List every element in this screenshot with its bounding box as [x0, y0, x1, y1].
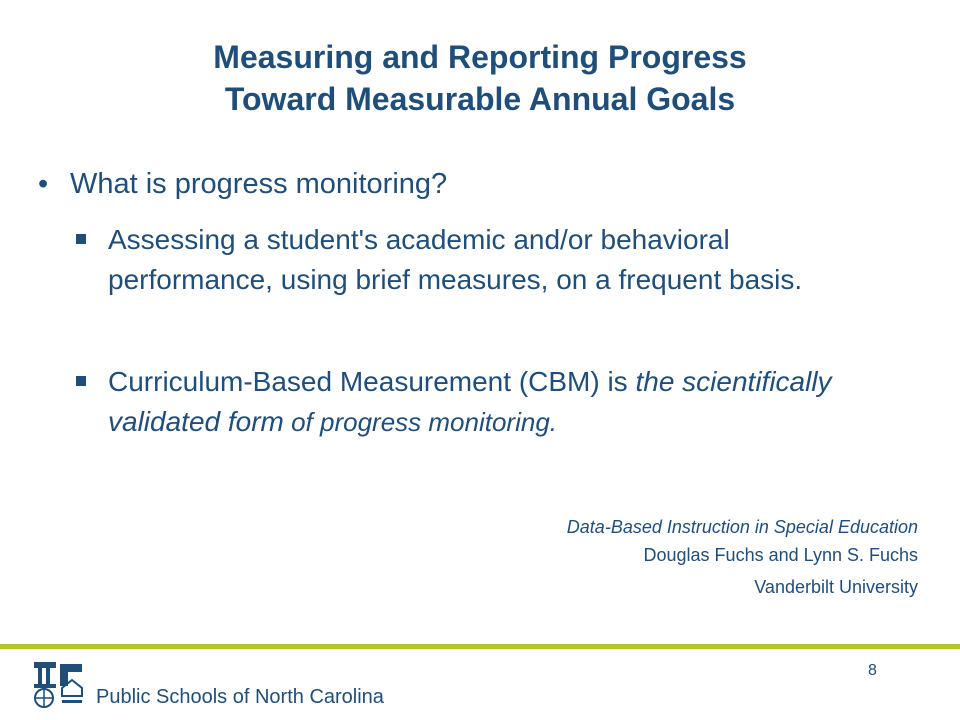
footer-divider — [0, 644, 960, 649]
credit-authors: Douglas Fuchs and Lynn S. Fuchs — [643, 545, 918, 565]
credit-organization: Vanderbilt University — [754, 577, 918, 597]
cbm-text-italic: the scientifically validated form — [108, 366, 832, 437]
footer-org-name: Public Schools of North Carolina — [96, 686, 384, 708]
nc-public-schools-logo-icon — [32, 660, 88, 710]
page-number: 8 — [868, 662, 877, 679]
title-line-2: Toward Measurable Annual Goals — [224, 81, 736, 117]
title-line-1: Measuring and Reporting Progress — [213, 39, 747, 75]
sub-bullet-definition-text: Assessing a student's academic and/or behavioral performance, using brief measures, on a frequent basis. — [108, 224, 803, 295]
cbm-text-end: of progress monitoring. — [283, 407, 558, 437]
slide-title — [0, 36, 960, 120]
cbm-text-start: Curriculum-Based Measurement (CBM) is — [108, 366, 636, 397]
bullet-question-text: What is progress monitoring? — [70, 168, 448, 200]
square-bullet-icon — [76, 376, 86, 386]
sub-bullet-cbm-text — [108, 362, 898, 442]
bullet-dot-icon: • — [38, 168, 49, 200]
credit-title: Data-Based Instruction in Special Education — [566, 517, 918, 537]
square-bullet-icon — [76, 234, 86, 244]
